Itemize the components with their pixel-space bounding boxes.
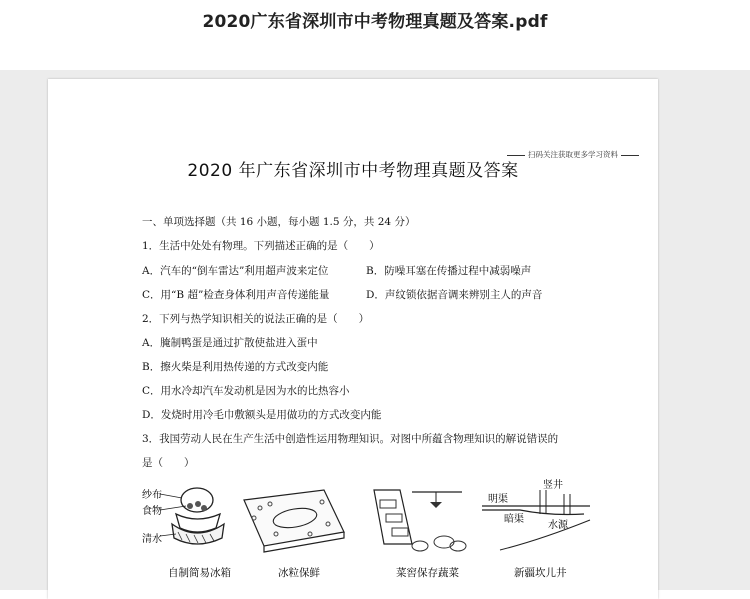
fridge-tag-gauze: 纱布: [142, 490, 162, 501]
figure-ice: [240, 480, 350, 560]
header-note-text: 扫码关注获取更多学习资料: [528, 150, 618, 159]
ice-label: 冰粒保鲜: [278, 567, 320, 579]
fridge-label: 自制简易冰箱: [168, 567, 231, 579]
q3-figures: [90, 480, 600, 590]
q2-option-b: B．擦火柴是利用热传递的方式改变内能: [142, 361, 329, 373]
file-title: 2020广东省深圳市中考物理真题及答案.pdf: [202, 12, 548, 32]
section-heading: 一、单项选择题（共 16 小题，每小题 1.5 分，共 24 分）: [142, 216, 416, 228]
doc-title: 2020 年广东省深圳市中考物理真题及答案: [187, 161, 519, 181]
karez-tag-water-source: 水源: [548, 520, 568, 531]
q2-stem: 2．下列与热学知识相关的说法正确的是（ ）: [142, 313, 370, 325]
karez-label: 新疆坎儿井: [514, 567, 567, 579]
fridge-tag-water: 清水: [142, 534, 162, 545]
fridge-tag-food: 食物: [142, 506, 162, 517]
q3-stem-cont: 是（ ）: [142, 457, 195, 469]
q2-option-d: D．发烧时用冷毛巾敷额头是用做功的方式改变内能: [142, 409, 382, 421]
q2-option-a: A．腌制鸭蛋是通过扩散使盐进入蛋中: [142, 337, 318, 349]
karez-tag-well: 竖井: [543, 480, 563, 491]
q1-option-a: A．汽车的“倒车雷达”利用超声波来定位: [142, 265, 329, 277]
figure-cellar: [372, 480, 482, 560]
file-header: [0, 0, 750, 70]
cellar-drawing: [372, 480, 482, 560]
ice-drawing: [240, 480, 350, 560]
q2-option-c: C．用水冷却汽车发动机是因为水的比热容小: [142, 385, 350, 397]
q1-stem: 1．生活中处处有物理。下列描述正确的是（ ）: [142, 240, 380, 252]
q3-stem: 3．我国劳动人民在生产生活中创造性运用物理知识。对图中所蕴含物理知识的解说错误的: [142, 433, 559, 445]
q1-option-b: B．防噪耳塞在传播过程中减弱噪声: [366, 265, 532, 277]
karez-tag-open-channel: 明渠: [488, 494, 508, 505]
karez-tag-hidden-channel: 暗渠: [504, 514, 524, 525]
q1-option-c: C．用“B 超”检查身体利用声音传递能量: [142, 289, 330, 301]
q1-option-d: D．声纹锁依据音调来辨别主人的声音: [366, 289, 543, 301]
cellar-label: 菜窖保存蔬菜: [396, 567, 459, 579]
